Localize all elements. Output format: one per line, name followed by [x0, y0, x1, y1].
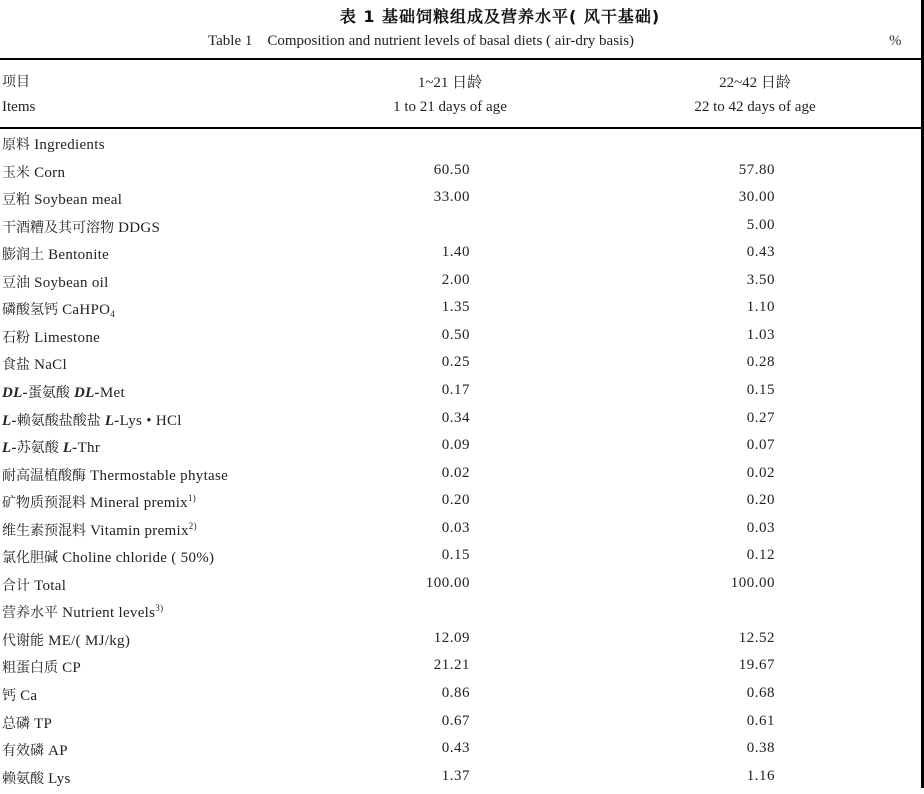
- value-days-1-21: 60.50: [433, 161, 470, 178]
- value-days-22-42: 1.10: [746, 299, 775, 316]
- row-label-en: Mineral premix: [90, 495, 188, 512]
- row-label-en: ME/( MJ/kg): [48, 632, 131, 649]
- row-label-zh: 钙: [2, 688, 16, 704]
- row-label: [2, 217, 160, 237]
- row-label-en: CP: [62, 660, 82, 677]
- row-label: [2, 272, 109, 292]
- value-days-22-42: 1.03: [746, 326, 775, 343]
- table-title-en: Table 1 Composition and nutrient levels of basal diets ( air-dry basis): [208, 33, 635, 49]
- row-label-zh: 总磷: [2, 715, 30, 732]
- table-row: [0, 189, 921, 215]
- value-days-22-42: 1.16: [746, 767, 775, 784]
- row-label-zh: 赖氨酸盐酸盐: [16, 412, 101, 429]
- value-days-22-42: 12.52: [738, 629, 775, 646]
- table-row: [0, 685, 921, 711]
- value-days-1-21: 0.25: [441, 354, 470, 371]
- value-days-1-21: 0.50: [441, 326, 470, 343]
- row-label-zh: 玉米: [2, 164, 30, 181]
- table-row: [0, 575, 921, 601]
- table-row: [0, 354, 921, 380]
- row-label-zh: 粗蛋白质: [2, 660, 58, 677]
- section-row: [0, 134, 921, 160]
- row-label-zh: 合计: [2, 577, 30, 594]
- row-label-zh: 营养水平: [2, 605, 58, 622]
- value-days-22-42: 100.00: [730, 574, 775, 591]
- row-label-zh: 蛋氨酸: [27, 384, 70, 401]
- row-label-en: TP: [34, 715, 53, 732]
- value-days-22-42: 0.38: [746, 740, 775, 757]
- row-label-zh: 苏氨酸: [16, 440, 59, 457]
- row-label-en: Ingredients: [34, 137, 105, 153]
- value-days-1-21: 1.35: [441, 299, 470, 316]
- row-label: [2, 134, 105, 154]
- row-label-zh: 石粉: [2, 329, 30, 346]
- row-label-en: NaCl: [34, 357, 67, 374]
- row-label: [2, 740, 68, 760]
- row-label: [2, 520, 197, 540]
- table-row: [0, 437, 921, 463]
- value-days-22-42: 30.00: [738, 189, 775, 206]
- row-label-zh: 干酒糟及其可溶物: [2, 219, 114, 236]
- row-label-en: Lys • HCl: [119, 412, 182, 429]
- value-days-22-42: 0.43: [746, 244, 775, 261]
- table-row: [0, 382, 921, 408]
- value-days-1-21: 1.40: [441, 244, 470, 261]
- row-label-zh: 赖氨酸: [2, 770, 44, 787]
- row-label: [2, 162, 65, 182]
- header-col1-zh: 1~21 日龄: [417, 75, 483, 91]
- row-label: [2, 768, 71, 788]
- row-label-zh: 磷酸氢钙: [2, 302, 58, 319]
- value-days-1-21: 2.00: [441, 271, 470, 288]
- row-label-en: Bentonite: [48, 247, 110, 264]
- row-label: [2, 547, 214, 567]
- row-label-en: CaHPO: [62, 302, 111, 319]
- value-days-1-21: 0.67: [441, 712, 470, 729]
- row-label-en: Thr: [77, 440, 101, 457]
- row-label-zh: 有效磷: [2, 743, 44, 760]
- isomer-prefix-en: L-: [62, 440, 78, 457]
- value-days-22-42: 0.02: [746, 464, 775, 481]
- value-days-22-42: 0.12: [746, 547, 775, 564]
- table-row: [0, 520, 921, 546]
- row-label: [2, 299, 115, 319]
- header-col2-en: 22 to 42 days of age: [694, 99, 816, 115]
- table-row: [0, 657, 921, 683]
- row-label-en: Total: [34, 577, 67, 594]
- row-label: [2, 575, 66, 595]
- row-label-en: Vitamin premix: [90, 522, 189, 539]
- table-title-zh: 表 1 基础饲粮组成及营养水平( 风干基础): [339, 7, 661, 26]
- value-days-1-21: 21.21: [433, 657, 470, 674]
- value-days-22-42: 0.61: [746, 712, 775, 729]
- row-label-zh: 豆油: [2, 274, 30, 291]
- value-days-1-21: 0.43: [441, 740, 470, 757]
- row-label-zh: 代谢能: [2, 632, 44, 649]
- row-label-en: AP: [48, 743, 68, 760]
- isomer-prefix-en: L-: [104, 412, 120, 429]
- value-days-1-21: 1.37: [441, 767, 470, 784]
- isomer-prefix: DL-: [2, 384, 28, 401]
- value-days-1-21: 12.09: [433, 629, 470, 646]
- value-days-1-21: 100.00: [425, 574, 470, 591]
- row-label: [2, 189, 122, 209]
- row-label: [2, 410, 182, 430]
- header-rule: [0, 127, 921, 129]
- row-label-zh: 耐高温植酸酶: [2, 467, 86, 484]
- table-row: [0, 272, 921, 298]
- table-row: [0, 162, 921, 188]
- value-days-1-21: 0.09: [441, 437, 470, 454]
- value-days-22-42: 5.00: [746, 216, 775, 233]
- row-label: [2, 492, 196, 512]
- row-label: [2, 437, 100, 457]
- row-label-zh: 豆粕: [2, 192, 30, 209]
- row-label-en: Choline chloride ( 50%): [62, 550, 215, 567]
- subscript: 4: [110, 309, 116, 320]
- table-unit: %: [889, 33, 902, 49]
- section-row: [0, 602, 921, 628]
- value-days-22-42: 0.68: [746, 685, 775, 701]
- row-label: [2, 685, 37, 705]
- footnote-marker: 2): [188, 520, 197, 531]
- row-label-en: Ca: [20, 688, 38, 704]
- table-row: [0, 299, 921, 325]
- footnote-marker: 3): [155, 603, 164, 614]
- row-label-en: Soybean oil: [34, 274, 109, 291]
- row-label-zh: 矿物质预混料: [2, 495, 86, 512]
- value-days-1-21: 33.00: [433, 189, 470, 206]
- row-label: [2, 602, 163, 622]
- row-label-en: Nutrient levels: [62, 605, 156, 622]
- table-row: [0, 740, 921, 766]
- row-label-zh: 维生素预混料: [2, 522, 86, 539]
- value-days-22-42: 0.20: [746, 492, 775, 509]
- row-label-zh: 氯化胆碱: [2, 550, 58, 567]
- row-label: [2, 244, 109, 264]
- row-label-en: Lys: [48, 770, 71, 787]
- row-label-zh: 膨润土: [2, 247, 44, 264]
- table-row: [0, 410, 921, 436]
- table-row: [0, 327, 921, 353]
- row-label: [2, 465, 228, 485]
- header-col2-zh: 22~42 日龄: [719, 75, 791, 91]
- table-row: [0, 217, 921, 243]
- row-label-en: Soybean meal: [34, 192, 123, 209]
- value-days-22-42: 0.28: [746, 354, 775, 371]
- table-row: [0, 492, 921, 518]
- value-days-22-42: 0.07: [746, 437, 775, 454]
- value-days-22-42: 0.03: [746, 519, 775, 536]
- value-days-22-42: 3.50: [746, 271, 775, 288]
- isomer-prefix: L-: [2, 412, 17, 429]
- table-row: [0, 465, 921, 491]
- row-label-en: Met: [99, 384, 125, 401]
- row-label: [2, 630, 130, 650]
- value-days-1-21: 0.03: [441, 519, 470, 536]
- row-label-en: Limestone: [34, 329, 101, 346]
- header-items-zh: 项目: [2, 74, 30, 90]
- row-label: [2, 327, 100, 347]
- table-row: [0, 768, 921, 794]
- row-label: [2, 713, 52, 733]
- header-col1-en: 1 to 21 days of age: [393, 99, 507, 115]
- value-days-22-42: 19.67: [738, 657, 775, 674]
- header-items-en: Items: [2, 99, 36, 115]
- value-days-1-21: 0.20: [441, 492, 470, 509]
- value-days-22-42: 0.27: [746, 409, 775, 426]
- top-rule: [0, 58, 921, 60]
- value-days-1-21: 0.15: [441, 547, 470, 564]
- value-days-1-21: 0.34: [441, 409, 470, 426]
- value-days-22-42: 57.80: [738, 161, 775, 178]
- isomer-prefix-en: DL-: [73, 384, 100, 401]
- isomer-prefix: L-: [2, 440, 17, 457]
- row-label: [2, 382, 125, 402]
- row-label-en: DDGS: [118, 219, 161, 236]
- row-label-zh: 原料: [2, 137, 30, 153]
- value-days-1-21: 0.86: [441, 685, 470, 701]
- row-label-en: Corn: [34, 164, 66, 181]
- value-days-1-21: 0.02: [441, 464, 470, 481]
- table-row: [0, 244, 921, 270]
- table-row: [0, 547, 921, 573]
- table-row: [0, 630, 921, 656]
- row-label: [2, 354, 67, 374]
- value-days-22-42: 0.15: [746, 381, 775, 398]
- value-days-1-21: 0.17: [441, 381, 470, 398]
- row-label-zh: 食盐: [2, 357, 30, 374]
- row-label: [2, 657, 81, 677]
- footnote-marker: 1): [187, 493, 197, 504]
- table-row: [0, 713, 921, 739]
- row-label-en: Thermostable phytase: [90, 467, 229, 484]
